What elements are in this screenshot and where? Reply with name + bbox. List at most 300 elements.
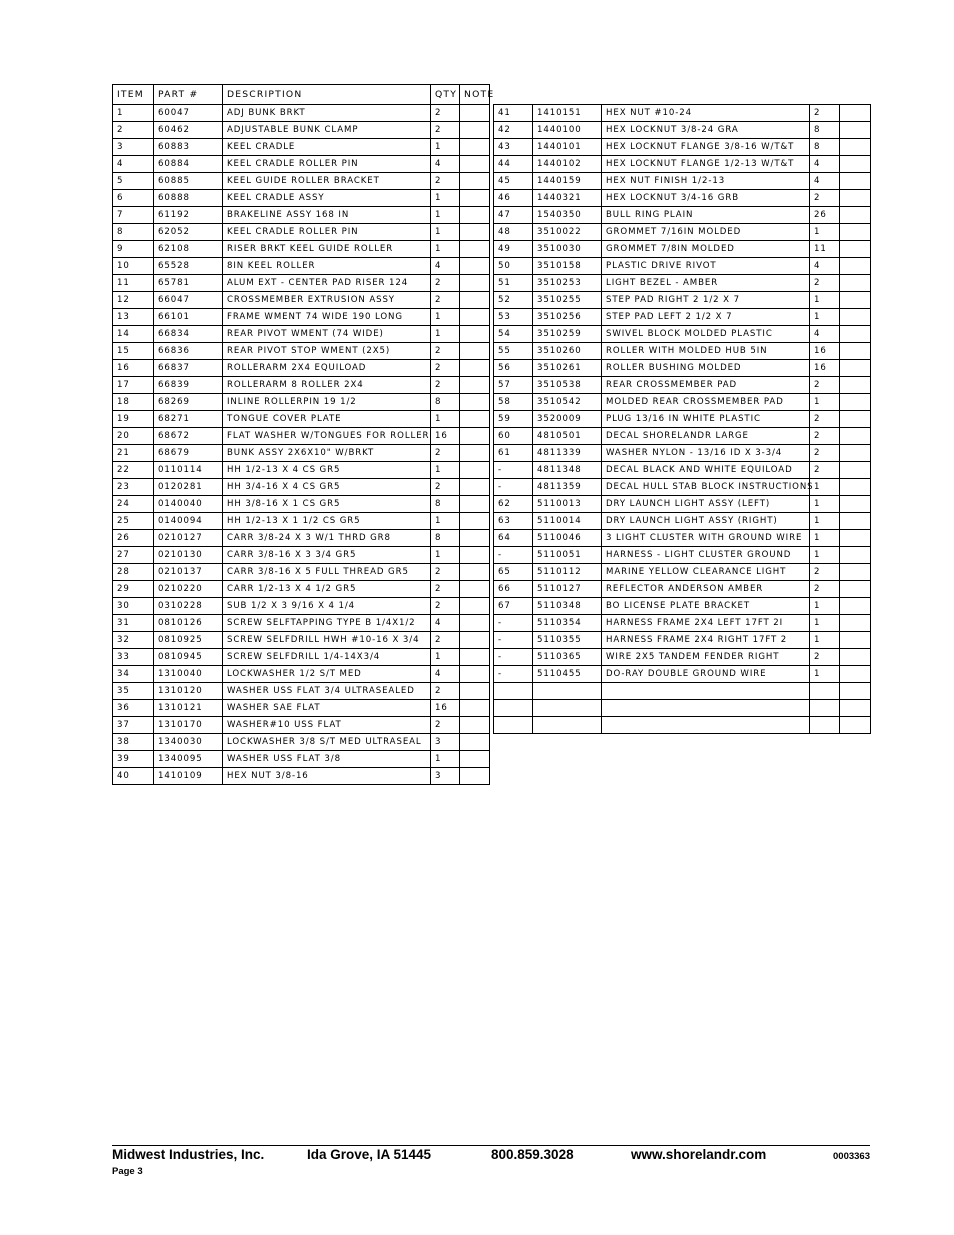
cell-description: GROMMET 7/16IN MOLDED — [602, 224, 810, 241]
cell-item: - — [494, 547, 533, 564]
cell-description: WIRE 2X5 TANDEM FENDER RIGHT — [602, 649, 810, 666]
cell-item: 53 — [494, 309, 533, 326]
cell-part-number: 3510260 — [533, 343, 602, 360]
table-header-row — [113, 85, 490, 105]
cell-qty: 1 — [810, 547, 840, 564]
table-row — [113, 292, 490, 309]
table-row — [113, 479, 490, 496]
footer-phone: 800.859.3028 — [491, 1147, 574, 1162]
table-row — [494, 615, 871, 632]
cell-description: WASHER USS FLAT 3/4 ULTRASEALED — [223, 683, 431, 700]
table-row — [113, 326, 490, 343]
table-row — [494, 343, 871, 360]
cell-note — [460, 700, 490, 717]
cell-part-number: 5110355 — [533, 632, 602, 649]
cell-qty: 1 — [431, 241, 460, 258]
cell-part-number: 68672 — [154, 428, 223, 445]
footer-website: www.shorelandr.com — [631, 1147, 767, 1162]
cell-note — [840, 275, 871, 292]
cell-description: 8IN KEEL ROLLER — [223, 258, 431, 275]
cell-item: 7 — [113, 207, 154, 224]
cell-description: INLINE ROLLERPIN 19 1/2 — [223, 394, 431, 411]
cell-part-number: 68271 — [154, 411, 223, 428]
cell-part-number: 5110365 — [533, 649, 602, 666]
footer-city: Ida Grove, IA 51445 — [307, 1147, 432, 1162]
cell-qty: 2 — [431, 343, 460, 360]
cell-note — [460, 326, 490, 343]
table-row — [494, 275, 871, 292]
cell-qty: 2 — [431, 292, 460, 309]
cell-description: WASHER NYLON - 13/16 ID X 3-3/4 — [602, 445, 810, 462]
cell-qty: 2 — [810, 462, 840, 479]
table-row — [113, 496, 490, 513]
cell-qty: 1 — [810, 632, 840, 649]
cell-note — [460, 360, 490, 377]
cell-note — [460, 496, 490, 513]
cell-note — [460, 156, 490, 173]
cell-description: GROMMET 7/8IN MOLDED — [602, 241, 810, 258]
cell-part-number: 5110455 — [533, 666, 602, 683]
cell-item: 20 — [113, 428, 154, 445]
cell-item — [494, 717, 533, 734]
cell-item: 54 — [494, 326, 533, 343]
cell-part-number: 65781 — [154, 275, 223, 292]
table-row — [494, 173, 871, 190]
cell-note — [840, 139, 871, 156]
cell-qty: 16 — [810, 343, 840, 360]
cell-qty: 4 — [810, 173, 840, 190]
table-row — [494, 649, 871, 666]
cell-part-number: 5110127 — [533, 581, 602, 598]
cell-part-number: 1310120 — [154, 683, 223, 700]
cell-description: HH 1/2-13 X 1 1/2 CS GR5 — [223, 513, 431, 530]
cell-description: HEX NUT FINISH 1/2-13 — [602, 173, 810, 190]
cell-note — [460, 666, 490, 683]
cell-qty: 1 — [810, 309, 840, 326]
cell-item: 6 — [113, 190, 154, 207]
cell-item: 15 — [113, 343, 154, 360]
cell-item: 62 — [494, 496, 533, 513]
cell-note — [840, 326, 871, 343]
cell-qty: 1 — [431, 190, 460, 207]
cell-note — [460, 751, 490, 768]
cell-qty: 2 — [431, 122, 460, 139]
cell-note — [840, 207, 871, 224]
cell-part-number: 4811348 — [533, 462, 602, 479]
table-row — [113, 598, 490, 615]
cell-note — [840, 105, 871, 122]
cell-qty: 2 — [810, 649, 840, 666]
cell-qty: 8 — [810, 122, 840, 139]
cell-item: 34 — [113, 666, 154, 683]
cell-item: 58 — [494, 394, 533, 411]
cell-item: 50 — [494, 258, 533, 275]
cell-item: 22 — [113, 462, 154, 479]
cell-item: 31 — [113, 615, 154, 632]
cell-note — [460, 122, 490, 139]
cell-note — [840, 292, 871, 309]
cell-note — [460, 649, 490, 666]
cell-description: HEX LOCKNUT 3/4-16 GRB — [602, 190, 810, 207]
cell-part-number: 5110051 — [533, 547, 602, 564]
cell-item: 24 — [113, 496, 154, 513]
table-row — [494, 683, 871, 700]
cell-qty: 1 — [810, 666, 840, 683]
parts-table-left — [112, 84, 495, 785]
footer-page-number: Page 3 — [112, 1166, 143, 1177]
table-row — [113, 122, 490, 139]
cell-item: 57 — [494, 377, 533, 394]
cell-description: ROLLER BUSHING MOLDED — [602, 360, 810, 377]
cell-item: 60 — [494, 428, 533, 445]
cell-note — [840, 462, 871, 479]
cell-qty: 1 — [431, 207, 460, 224]
cell-note — [460, 717, 490, 734]
cell-note — [840, 122, 871, 139]
cell-note — [460, 258, 490, 275]
table-row — [113, 241, 490, 258]
table-row — [494, 139, 871, 156]
cell-part-number: 0210137 — [154, 564, 223, 581]
cell-part-number — [533, 717, 602, 734]
cell-part-number: 0810945 — [154, 649, 223, 666]
cell-part-number: 60462 — [154, 122, 223, 139]
footer-divider — [112, 1145, 870, 1146]
cell-note — [460, 377, 490, 394]
cell-item: 39 — [113, 751, 154, 768]
cell-item: 47 — [494, 207, 533, 224]
cell-item: 48 — [494, 224, 533, 241]
cell-qty: 1 — [431, 326, 460, 343]
cell-note — [460, 207, 490, 224]
cell-item: 8 — [113, 224, 154, 241]
cell-part-number: 0210130 — [154, 547, 223, 564]
cell-note — [840, 173, 871, 190]
table-row — [494, 666, 871, 683]
cell-item: 65 — [494, 564, 533, 581]
cell-description: DRY LAUNCH LIGHT ASSY (LEFT) — [602, 496, 810, 513]
cell-item: 13 — [113, 309, 154, 326]
cell-qty: 2 — [431, 632, 460, 649]
table-row — [113, 428, 490, 445]
table-row — [494, 428, 871, 445]
cell-part-number: 3510259 — [533, 326, 602, 343]
cell-note — [840, 394, 871, 411]
table-row — [113, 734, 490, 751]
cell-part-number: 5110046 — [533, 530, 602, 547]
cell-note — [460, 615, 490, 632]
cell-description: HH 1/2-13 X 4 CS GR5 — [223, 462, 431, 479]
cell-description: DECAL HULL STAB BLOCK INSTRUCTIONS — [602, 479, 810, 496]
cell-part-number: 0120281 — [154, 479, 223, 496]
cell-qty: 2 — [810, 428, 840, 445]
cell-note — [460, 598, 490, 615]
table-row — [113, 445, 490, 462]
table-row — [494, 326, 871, 343]
cell-note — [460, 445, 490, 462]
cell-qty: 2 — [431, 717, 460, 734]
table-row — [113, 564, 490, 581]
cell-qty: 4 — [431, 156, 460, 173]
cell-qty: 2 — [810, 564, 840, 581]
cell-note — [840, 190, 871, 207]
cell-description: KEEL GUIDE ROLLER BRACKET — [223, 173, 431, 190]
cell-part-number: 4811339 — [533, 445, 602, 462]
cell-item: 40 — [113, 768, 154, 785]
table-row — [113, 683, 490, 700]
cell-description: PLASTIC DRIVE RIVOT — [602, 258, 810, 275]
header-description: DESCRIPTION — [223, 85, 431, 105]
table-row — [494, 700, 871, 717]
cell-part-number: 60884 — [154, 156, 223, 173]
cell-item: - — [494, 479, 533, 496]
cell-description: HH 3/8-16 X 1 CS GR5 — [223, 496, 431, 513]
cell-item: 23 — [113, 479, 154, 496]
cell-note — [840, 479, 871, 496]
cell-description: WASHER SAE FLAT — [223, 700, 431, 717]
cell-qty: 4 — [431, 258, 460, 275]
cell-note — [460, 394, 490, 411]
table-row — [113, 207, 490, 224]
cell-qty: 11 — [810, 241, 840, 258]
table-row — [113, 360, 490, 377]
cell-item: 29 — [113, 581, 154, 598]
cell-qty: 2 — [431, 377, 460, 394]
cell-description: ADJ BUNK BRKT — [223, 105, 431, 122]
cell-part-number: 66834 — [154, 326, 223, 343]
cell-note — [460, 190, 490, 207]
cell-description: MARINE YELLOW CLEARANCE LIGHT — [602, 564, 810, 581]
cell-item: 56 — [494, 360, 533, 377]
footer-document-code: 0003363 — [833, 1151, 870, 1162]
cell-item: 30 — [113, 598, 154, 615]
table-row — [113, 530, 490, 547]
table-row — [113, 394, 490, 411]
cell-part-number: 66101 — [154, 309, 223, 326]
cell-qty: 2 — [810, 275, 840, 292]
cell-item: 38 — [113, 734, 154, 751]
cell-description: FRAME WMENT 74 WIDE 190 LONG — [223, 309, 431, 326]
cell-part-number: 3510261 — [533, 360, 602, 377]
cell-item: 28 — [113, 564, 154, 581]
cell-description: HARNESS - LIGHT CLUSTER GROUND — [602, 547, 810, 564]
cell-part-number: 3510022 — [533, 224, 602, 241]
cell-qty: 4 — [431, 615, 460, 632]
cell-description: FLAT WASHER W/TONGUES FOR ROLLER — [223, 428, 431, 445]
cell-item: 36 — [113, 700, 154, 717]
cell-part-number: 0210220 — [154, 581, 223, 598]
cell-part-number: 1410151 — [533, 105, 602, 122]
cell-description: SCREW SELFDRILL HWH #10-16 X 3/4 — [223, 632, 431, 649]
table-row — [494, 224, 871, 241]
table-row — [494, 445, 871, 462]
table-row — [494, 581, 871, 598]
cell-description: LOCKWASHER 3/8 S/T MED ULTRASEAL — [223, 734, 431, 751]
cell-note — [840, 615, 871, 632]
table-row — [113, 173, 490, 190]
cell-description: PLUG 13/16 IN WHITE PLASTIC — [602, 411, 810, 428]
cell-note — [840, 309, 871, 326]
footer-company: Midwest Industries, Inc. — [112, 1147, 265, 1162]
table-row — [113, 632, 490, 649]
cell-part-number: 62052 — [154, 224, 223, 241]
cell-description: CARR 3/8-16 X 5 FULL THREAD GR5 — [223, 564, 431, 581]
cell-description: DECAL SHORELANDR LARGE — [602, 428, 810, 445]
cell-qty: 1 — [810, 394, 840, 411]
header-qty: QTY — [431, 85, 460, 105]
cell-part-number: 1440101 — [533, 139, 602, 156]
cell-note — [460, 411, 490, 428]
cell-part-number: 66839 — [154, 377, 223, 394]
header-note: NOTE — [460, 85, 490, 105]
cell-description: REAR PIVOT STOP WMENT (2X5) — [223, 343, 431, 360]
cell-part-number: 5110112 — [533, 564, 602, 581]
cell-note — [460, 309, 490, 326]
table-row — [113, 309, 490, 326]
cell-part-number: 1340030 — [154, 734, 223, 751]
cell-note — [460, 513, 490, 530]
cell-qty — [810, 717, 840, 734]
cell-description: DECAL BLACK AND WHITE EQUILOAD — [602, 462, 810, 479]
cell-part-number: 3510255 — [533, 292, 602, 309]
cell-note — [840, 649, 871, 666]
cell-qty: 1 — [810, 598, 840, 615]
cell-description: REAR CROSSMEMBER PAD — [602, 377, 810, 394]
cell-qty: 2 — [810, 377, 840, 394]
cell-qty: 2 — [810, 581, 840, 598]
cell-description: CARR 3/8-16 X 3 3/4 GR5 — [223, 547, 431, 564]
cell-qty: 8 — [431, 394, 460, 411]
cell-item: - — [494, 462, 533, 479]
cell-qty: 8 — [431, 530, 460, 547]
cell-item: 59 — [494, 411, 533, 428]
header-item: ITEM — [113, 85, 154, 105]
table-row — [113, 649, 490, 666]
cell-qty: 1 — [431, 649, 460, 666]
cell-part-number: 1310121 — [154, 700, 223, 717]
cell-description: KEEL CRADLE — [223, 139, 431, 156]
cell-part-number: 3510542 — [533, 394, 602, 411]
table-row — [494, 105, 871, 122]
cell-item: 21 — [113, 445, 154, 462]
cell-qty: 1 — [431, 411, 460, 428]
table-row — [113, 700, 490, 717]
cell-description: HH 3/4-16 X 4 CS GR5 — [223, 479, 431, 496]
cell-description: CARR 1/2-13 X 4 1/2 GR5 — [223, 581, 431, 598]
cell-qty: 2 — [431, 683, 460, 700]
cell-part-number: 3510256 — [533, 309, 602, 326]
table-row — [113, 105, 490, 122]
table-row — [113, 224, 490, 241]
cell-note — [460, 632, 490, 649]
table-row — [113, 751, 490, 768]
cell-item: 17 — [113, 377, 154, 394]
cell-qty: 1 — [810, 513, 840, 530]
cell-part-number: 1440102 — [533, 156, 602, 173]
table-row — [494, 258, 871, 275]
cell-item: 25 — [113, 513, 154, 530]
cell-description: CROSSMEMBER EXTRUSION ASSY — [223, 292, 431, 309]
cell-item: 18 — [113, 394, 154, 411]
cell-item: 46 — [494, 190, 533, 207]
cell-description: REAR PIVOT WMENT (74 WIDE) — [223, 326, 431, 343]
cell-part-number: 1310040 — [154, 666, 223, 683]
cell-note — [840, 547, 871, 564]
cell-part-number: 60883 — [154, 139, 223, 156]
cell-description: WASHER USS FLAT 3/8 — [223, 751, 431, 768]
table-row — [494, 598, 871, 615]
cell-part-number: 0810126 — [154, 615, 223, 632]
cell-note — [460, 462, 490, 479]
table-row — [494, 207, 871, 224]
cell-note — [460, 768, 490, 785]
cell-item: 3 — [113, 139, 154, 156]
cell-description: 3 LIGHT CLUSTER WITH GROUND WIRE — [602, 530, 810, 547]
cell-description: SUB 1/2 X 3 9/16 X 4 1/4 — [223, 598, 431, 615]
cell-item: 9 — [113, 241, 154, 258]
cell-description — [602, 717, 810, 734]
table-row — [113, 615, 490, 632]
cell-description: ROLLER WITH MOLDED HUB 5IN — [602, 343, 810, 360]
table-row — [113, 156, 490, 173]
cell-description: BRAKELINE ASSY 168 IN — [223, 207, 431, 224]
cell-item: 16 — [113, 360, 154, 377]
cell-qty: 1 — [431, 547, 460, 564]
cell-part-number: 5110013 — [533, 496, 602, 513]
cell-part-number — [533, 683, 602, 700]
cell-description: ADJUSTABLE BUNK CLAMP — [223, 122, 431, 139]
table-row — [494, 717, 871, 734]
cell-note — [460, 581, 490, 598]
cell-description: MOLDED REAR CROSSMEMBER PAD — [602, 394, 810, 411]
cell-note — [840, 156, 871, 173]
cell-description: ROLLERARM 2X4 EQUILOAD — [223, 360, 431, 377]
cell-note — [460, 275, 490, 292]
cell-qty: 1 — [810, 615, 840, 632]
cell-item: 10 — [113, 258, 154, 275]
table-row — [113, 547, 490, 564]
cell-item: 32 — [113, 632, 154, 649]
cell-item: 61 — [494, 445, 533, 462]
cell-qty: 2 — [431, 445, 460, 462]
cell-qty: 16 — [810, 360, 840, 377]
cell-note — [460, 564, 490, 581]
cell-qty: 1 — [810, 292, 840, 309]
cell-description: BO LICENSE PLATE BRACKET — [602, 598, 810, 615]
cell-part-number: 3510158 — [533, 258, 602, 275]
cell-part-number: 1440321 — [533, 190, 602, 207]
cell-item: 37 — [113, 717, 154, 734]
cell-description: TONGUE COVER PLATE — [223, 411, 431, 428]
cell-description: RISER BRKT KEEL GUIDE ROLLER — [223, 241, 431, 258]
table-row — [494, 547, 871, 564]
cell-description: HEX NUT 3/8-16 — [223, 768, 431, 785]
table-row — [113, 513, 490, 530]
cell-item: 19 — [113, 411, 154, 428]
cell-part-number: 60888 — [154, 190, 223, 207]
cell-description: DO-RAY DOUBLE GROUND WIRE — [602, 666, 810, 683]
cell-part-number: 1540350 — [533, 207, 602, 224]
cell-note — [460, 224, 490, 241]
cell-item: 55 — [494, 343, 533, 360]
cell-note — [460, 428, 490, 445]
cell-part-number: 0110114 — [154, 462, 223, 479]
parts-table-right — [493, 104, 871, 734]
table-row — [494, 513, 871, 530]
cell-item: 67 — [494, 598, 533, 615]
cell-note — [840, 530, 871, 547]
cell-part-number: 0810925 — [154, 632, 223, 649]
